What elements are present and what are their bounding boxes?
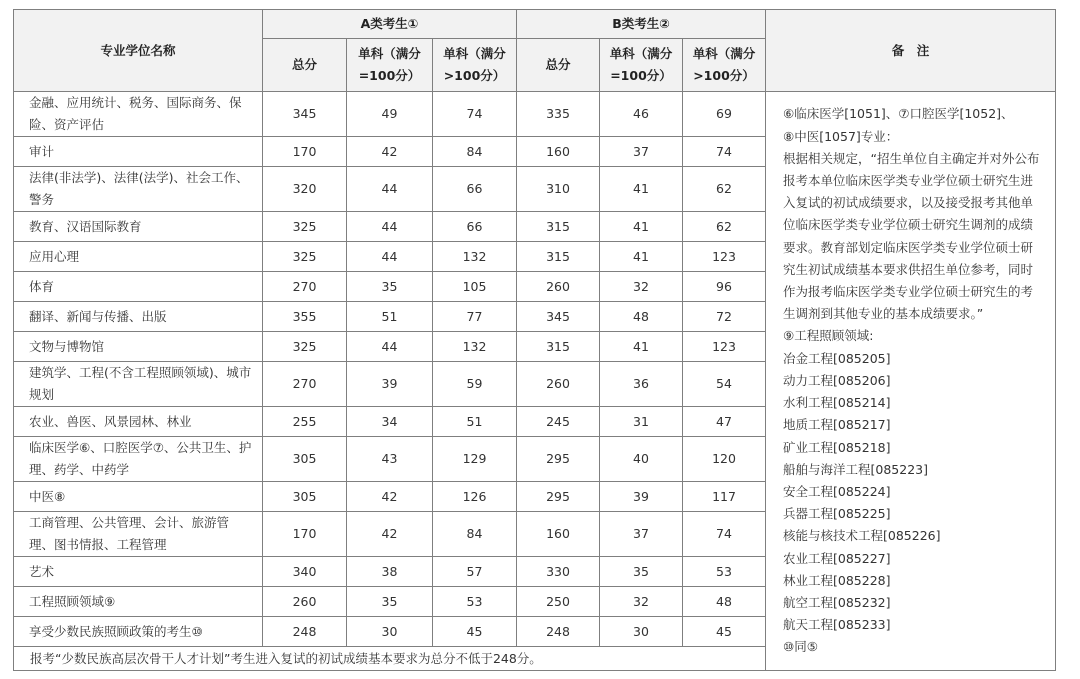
score-a-single-100-cell: 51: [347, 302, 433, 332]
score-a-single-100-cell: 35: [347, 272, 433, 302]
score-a-total-cell: 325: [263, 242, 347, 272]
table-row: [14, 92, 1056, 137]
score-a-single-100-cell: 43: [347, 437, 433, 482]
note-line: ⑧中医[1057]专业：: [783, 128, 899, 144]
score-b-single-100-cell: 41: [600, 332, 683, 362]
header-row-1: [14, 10, 1056, 39]
score-a-total-cell: 340: [263, 557, 347, 587]
header-group-a: A类考生①: [263, 10, 517, 39]
score-a-single-100-cell: 38: [347, 557, 433, 587]
score-a-single-over-100-cell: 51: [433, 407, 517, 437]
score-b-single-100-cell: 32: [600, 272, 683, 302]
score-b-total-cell: 250: [517, 587, 600, 617]
score-a-single-over-100-cell: 74: [433, 92, 517, 137]
score-b-single-over-100-cell: 54: [683, 362, 766, 407]
score-b-single-100-cell: 31: [600, 407, 683, 437]
major-name-cell: 享受少数民族照顾政策的考生⑩: [14, 617, 263, 647]
major-name-cell: 中医⑧: [14, 482, 263, 512]
score-b-single-over-100-cell: 48: [683, 587, 766, 617]
score-b-single-over-100-cell: 123: [683, 242, 766, 272]
major-name-cell: 农业、兽医、风景园林、林业: [14, 407, 263, 437]
score-b-total-cell: 245: [517, 407, 600, 437]
score-b-total-cell: 248: [517, 617, 600, 647]
score-b-single-over-100-cell: 96: [683, 272, 766, 302]
header-group-b: B类考生②: [517, 10, 766, 39]
note-line: 要求。教育部划定临床医学类专业学位硕士研: [783, 239, 1034, 255]
note-line: 入复试的初试成绩要求，以及接受报考其他单: [783, 195, 1034, 211]
header-a-single-over-100: 单科（满分>100分）: [433, 39, 517, 92]
score-b-total-cell: 335: [517, 92, 600, 137]
note-line: 动力工程[085206]: [783, 372, 891, 388]
score-a-single-100-cell: 44: [347, 167, 433, 212]
score-a-single-100-cell: 42: [347, 482, 433, 512]
score-b-total-cell: 310: [517, 167, 600, 212]
score-b-total-cell: 315: [517, 332, 600, 362]
header-b-single-over-100: 单科（满分>100分）: [683, 39, 766, 92]
note-line: 生调剂到其他专业的基本成绩要求。”: [783, 306, 984, 322]
score-b-total-cell: 345: [517, 302, 600, 332]
header-major-name: 专业学位名称: [14, 10, 263, 92]
major-name-cell: 金融、应用统计、税务、国际商务、保险、资产评估: [14, 92, 263, 137]
score-b-single-100-cell: 41: [600, 242, 683, 272]
score-b-single-100-cell: 37: [600, 512, 683, 557]
score-a-single-100-cell: 30: [347, 617, 433, 647]
score-b-single-100-cell: 46: [600, 92, 683, 137]
score-a-single-100-cell: 34: [347, 407, 433, 437]
score-a-single-over-100-cell: 66: [433, 212, 517, 242]
score-b-single-over-100-cell: 69: [683, 92, 766, 137]
note-line: 矿业工程[085218]: [783, 439, 891, 455]
score-a-single-over-100-cell: 129: [433, 437, 517, 482]
score-a-single-over-100-cell: 77: [433, 302, 517, 332]
score-a-single-over-100-cell: 84: [433, 137, 517, 167]
score-a-single-over-100-cell: 132: [433, 332, 517, 362]
score-b-single-100-cell: 41: [600, 212, 683, 242]
score-b-total-cell: 260: [517, 272, 600, 302]
score-b-total-cell: 160: [517, 512, 600, 557]
header-notes: 备 注: [766, 10, 1056, 92]
score-b-single-over-100-cell: 62: [683, 212, 766, 242]
score-a-single-over-100-cell: 132: [433, 242, 517, 272]
score-a-total-cell: 305: [263, 437, 347, 482]
score-b-total-cell: 295: [517, 482, 600, 512]
major-name-cell: 翻译、新闻与传播、出版: [14, 302, 263, 332]
score-b-single-over-100-cell: 120: [683, 437, 766, 482]
score-table: [13, 9, 1056, 671]
score-b-single-100-cell: 30: [600, 617, 683, 647]
score-a-total-cell: 270: [263, 362, 347, 407]
score-a-total-cell: 260: [263, 587, 347, 617]
score-a-single-100-cell: 42: [347, 512, 433, 557]
score-b-single-over-100-cell: 47: [683, 407, 766, 437]
major-name-cell: 艺术: [14, 557, 263, 587]
score-a-single-over-100-cell: 126: [433, 482, 517, 512]
score-a-single-over-100-cell: 53: [433, 587, 517, 617]
note-line: ⑨工程照顾领域:: [783, 328, 874, 344]
header-b-single-100: 单科（满分=100分）: [600, 39, 683, 92]
score-a-single-over-100-cell: 105: [433, 272, 517, 302]
note-line: 报考本单位临床医学类专业学位硕士研究生进: [783, 173, 1034, 189]
note-line: 林业工程[085228]: [783, 572, 891, 588]
score-a-total-cell: 270: [263, 272, 347, 302]
note-line: 兵器工程[085225]: [783, 506, 891, 522]
note-line: 航空工程[085232]: [783, 594, 891, 610]
note-line: 冶金工程[085205]: [783, 350, 891, 366]
major-name-cell: 工程照顾领域⑨: [14, 587, 263, 617]
note-line: 地质工程[085217]: [783, 417, 891, 433]
score-b-single-over-100-cell: 117: [683, 482, 766, 512]
note-line: 航天工程[085233]: [783, 617, 891, 633]
major-name-cell: 审计: [14, 137, 263, 167]
major-name-cell: 建筑学、工程(不含工程照顾领域)、城市规划: [14, 362, 263, 407]
score-b-single-100-cell: 39: [600, 482, 683, 512]
score-a-total-cell: 320: [263, 167, 347, 212]
note-line: 作为报考临床医学类专业学位硕士研究生的考: [783, 284, 1034, 300]
score-a-total-cell: 325: [263, 212, 347, 242]
score-b-total-cell: 315: [517, 212, 600, 242]
score-a-total-cell: 305: [263, 482, 347, 512]
score-b-single-100-cell: 32: [600, 587, 683, 617]
note-line: 船舶与海洋工程[085223]: [783, 461, 928, 477]
note-line: 究生初试成绩基本要求供招生单位参考，同时: [783, 261, 1034, 277]
score-a-single-over-100-cell: 84: [433, 512, 517, 557]
score-b-single-over-100-cell: 72: [683, 302, 766, 332]
major-name-cell: 教育、汉语国际教育: [14, 212, 263, 242]
major-name-cell: 法律(非法学)、法律(法学)、社会工作、警务: [14, 167, 263, 212]
note-line: 位临床医学类专业学位硕士研究生调剂的成绩: [783, 217, 1034, 233]
note-line: 农业工程[085227]: [783, 550, 891, 566]
score-a-single-100-cell: 35: [347, 587, 433, 617]
score-a-total-cell: 345: [263, 92, 347, 137]
major-name-cell: 体育: [14, 272, 263, 302]
score-b-total-cell: 315: [517, 242, 600, 272]
header-b-total: 总分: [517, 39, 600, 92]
score-b-single-100-cell: 48: [600, 302, 683, 332]
score-a-single-100-cell: 39: [347, 362, 433, 407]
score-table-container: [13, 9, 1056, 671]
note-line: ⑥临床医学[1051]、⑦口腔医学[1052]、: [783, 106, 1014, 122]
major-name-cell: 工商管理、公共管理、会计、旅游管理、图书情报、工程管理: [14, 512, 263, 557]
footer-note: 报考“少数民族高层次骨干人才计划”考生进入复试的初试成绩基本要求为总分不低于248分。: [14, 647, 766, 671]
score-b-single-over-100-cell: 74: [683, 137, 766, 167]
note-line: 安全工程[085224]: [783, 483, 891, 499]
score-a-single-100-cell: 42: [347, 137, 433, 167]
score-b-single-over-100-cell: 74: [683, 512, 766, 557]
score-a-single-over-100-cell: 45: [433, 617, 517, 647]
table-body: [14, 92, 1056, 671]
note-line: ⑩同⑤: [783, 639, 818, 655]
major-name-cell: 文物与博物馆: [14, 332, 263, 362]
score-b-single-over-100-cell: 45: [683, 617, 766, 647]
header-a-total: 总分: [263, 39, 347, 92]
note-line: 水利工程[085214]: [783, 395, 891, 411]
score-b-single-over-100-cell: 62: [683, 167, 766, 212]
score-a-single-over-100-cell: 57: [433, 557, 517, 587]
score-b-single-100-cell: 40: [600, 437, 683, 482]
score-a-total-cell: 170: [263, 137, 347, 167]
score-a-total-cell: 170: [263, 512, 347, 557]
header-a-single-100: 单科（满分=100分）: [347, 39, 433, 92]
major-name-cell: 应用心理: [14, 242, 263, 272]
score-a-single-100-cell: 49: [347, 92, 433, 137]
score-b-single-100-cell: 35: [600, 557, 683, 587]
note-line: 核能与核技术工程[085226]: [783, 528, 941, 544]
notes-cell: [766, 92, 1056, 671]
score-b-single-100-cell: 36: [600, 362, 683, 407]
score-a-single-100-cell: 44: [347, 242, 433, 272]
score-a-total-cell: 355: [263, 302, 347, 332]
score-a-total-cell: 255: [263, 407, 347, 437]
score-a-total-cell: 325: [263, 332, 347, 362]
score-b-total-cell: 330: [517, 557, 600, 587]
score-a-total-cell: 248: [263, 617, 347, 647]
score-b-total-cell: 260: [517, 362, 600, 407]
score-a-single-100-cell: 44: [347, 212, 433, 242]
score-b-single-100-cell: 41: [600, 167, 683, 212]
score-b-single-100-cell: 37: [600, 137, 683, 167]
note-line: 根据相关规定，“招生单位自主确定并对外公布: [783, 150, 1040, 166]
score-b-total-cell: 295: [517, 437, 600, 482]
score-b-single-over-100-cell: 123: [683, 332, 766, 362]
score-a-single-100-cell: 44: [347, 332, 433, 362]
score-b-total-cell: 160: [517, 137, 600, 167]
score-a-single-over-100-cell: 59: [433, 362, 517, 407]
score-b-single-over-100-cell: 53: [683, 557, 766, 587]
major-name-cell: 临床医学⑥、口腔医学⑦、公共卫生、护理、药学、中药学: [14, 437, 263, 482]
score-a-single-over-100-cell: 66: [433, 167, 517, 212]
